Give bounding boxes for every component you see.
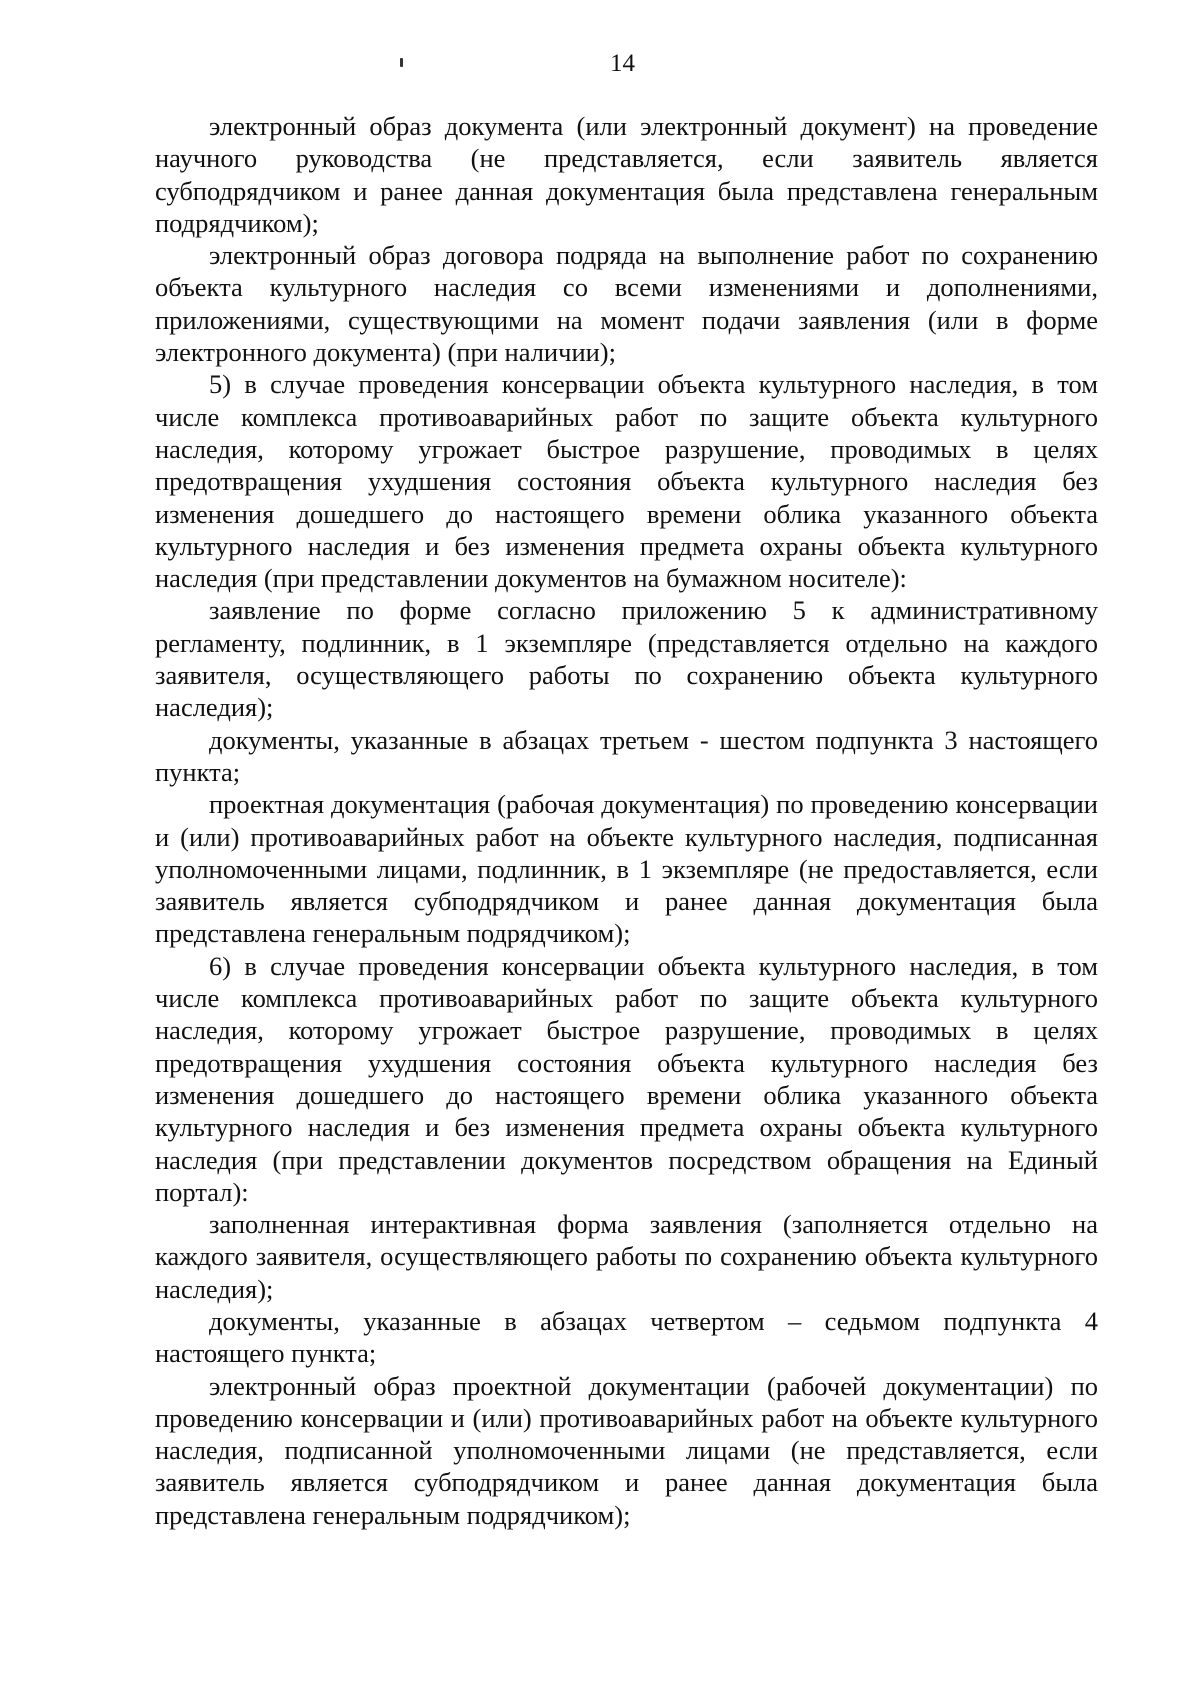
paragraph-9: документы, указанные в абзацах четвертом – седьмом подпункта 4 настоящего пункта; [155, 1305, 1098, 1369]
paragraph-5: документы, указанные в абзацах третьем - шестом подпункта 3 настоящего пункта; [155, 724, 1098, 787]
paragraph-8: заполненная интерактивная форма заявления (заполняется отдельно на каждого заявителя, осуществляющего работы по сохранению объекта культурного наследия); [155, 1209, 1098, 1304]
page-number: 14 [610, 50, 635, 77]
paragraph-7: 6) в случае проведения консервации объекта культурного наследия, в том числе комплекса противоаварийных работ по защите объекта культурного наследия, которому угрожает быстрое разрушение, проводимых в целях предотвращения ухудшения состояния объекта культурного наследия без изменения дошедшего до настоящего времени облика указанного объекта культурного наследия и без изменения предмета охраны объекта культурного наследия (при представлении документов посредством обращения на Единый портал): [155, 950, 1098, 1207]
paragraph-1: электронный образ документа (или электронный документ) на проведение научного руководства (не представляется, если заявитель является субподрядчиком и ранее данная документация была представлена генеральным подрядчиком); [155, 111, 1098, 238]
paragraph-10: электронный образ проектной документации (рабочей документации) по проведению консервации и (или) противоаварийных работ на объекте культурного наследия, подписанной уполномоченными лицами (не представляется, если заявитель является субподрядчиком и ранее данная документация была представлена генеральным подрядчиком); [155, 1370, 1098, 1530]
document-body [155, 110, 1098, 1531]
paragraph-2: электронный образ договора подряда на выполнение работ по сохранению объекта культурного наследия со всеми изменениями и дополнениями, приложениями, существующими на момент подачи заявления (или в форме электронного документа) (при наличии); [155, 240, 1098, 368]
paragraph-4: заявление по форме согласно приложению 5 к административному регламенту, подлинник, в 1 экземпляре (представляется отдельно на каждого заявителя, осуществляющего работы по сохранению объекта культурного наследия); [155, 595, 1098, 723]
paragraph-6: проектная документация (рабочая документация) по проведению консервации и (или) противоаварийных работ на объекте культурного наследия, подписанная уполномоченными лицами, подлинник, в 1 экземпляре (не предоставляется, если заявитель является субподрядчиком и ранее данная документация была представлена генеральным подрядчиком); [155, 789, 1098, 949]
paragraph-3: 5) в случае проведения консервации объекта культурного наследия, в том числе комплекса противоаварийных работ по защите объекта культурного наследия, которому угрожает быстрое разрушение, проводимых в целях предотвращения ухудшения состояния объекта культурного наследия без изменения дошедшего до настоящего времени облика указанного объекта культурного наследия и без изменения предмета охраны объекта культурного наследия (при представлении документов на бумажном носителе): [155, 369, 1098, 594]
